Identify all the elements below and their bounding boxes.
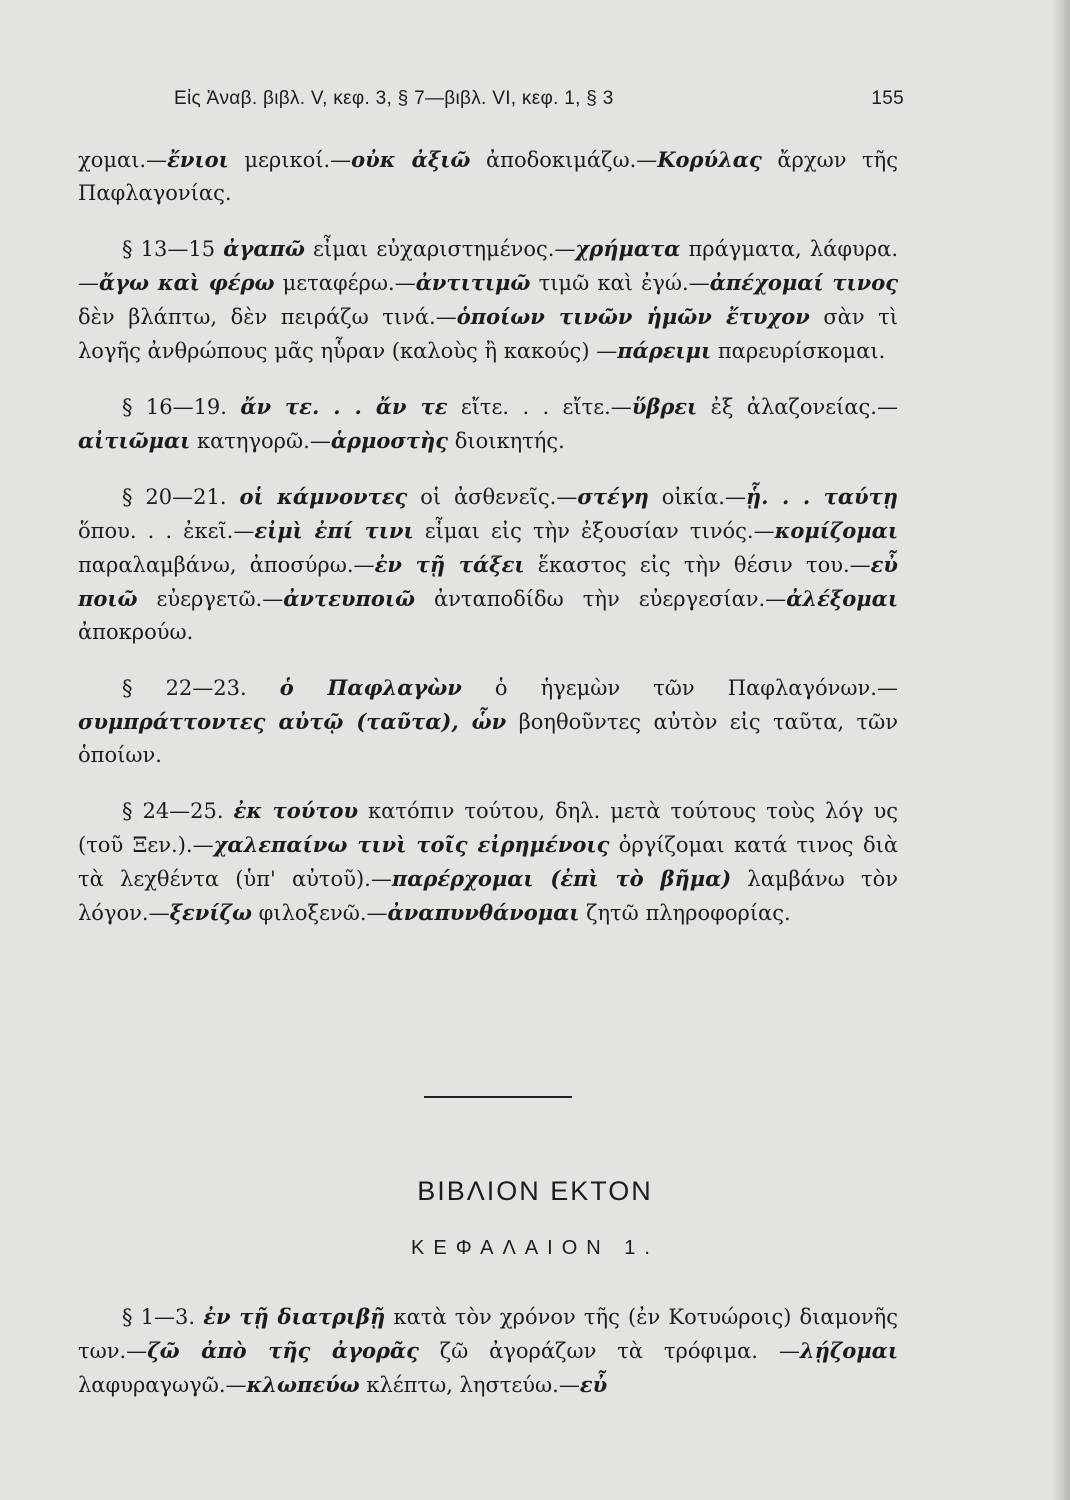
chapter-title: ΚΕΦΑΛΑΙΟΝ 1. [411,1237,659,1259]
gloss: βοηθοῦντες αὐτὸν εἰς ταῦτα, τῶν ὁποίων. [78,710,898,767]
running-header [174,88,904,110]
term: ὕβρει [631,394,698,419]
term: χρήματα [575,236,681,261]
term: οἱ κάμνοντες [239,484,408,509]
gloss: κατὰ τὸν χρόνον τῆς (ἐν Κοτυώροις) διαμονῆς των.— [78,1305,899,1363]
term: οὐκ ἀξιῶ [351,147,471,172]
term: χαλεπαίνω τινὶ τοῖς εἰρημένοις [213,832,610,857]
section-ref: § 20—21. [122,485,240,509]
term: ἀπέχομαί τινος [709,270,899,295]
gloss: εἴτε. . . εἴτε.— [447,395,632,419]
gloss: οἱ ἀσθενεῖς.— [407,485,578,509]
term: Κορύλας [657,147,762,172]
term: ἀλέξομαι [786,586,898,611]
term: ὁποίων τινῶν ἡμῶν ἔτυχον [456,304,810,329]
term: ἁρμοστὴς [330,428,449,453]
gloss: εὐεργετῶ.— [137,587,284,611]
term: ἐν τῇ διατριβῇ [203,1304,386,1329]
term: εὖ ποιῶ [78,552,898,611]
book-title: ΒΙΒΛΙΟΝ ΕΚΤΟΝ [417,1176,653,1206]
gloss: εἶμαι εὐχαριστημένος.— [304,237,576,261]
gloss: χομαι.— [78,148,168,172]
term: εὖ [579,1372,608,1397]
gloss: παραλαμβάνω, ἀποσύρω.— [78,553,375,577]
term: συμπράττοντες αὐτῷ (ταῦτα), ὧν [78,709,507,734]
term: ξενίζω [169,900,252,925]
gloss: κατηγορῶ.— [190,429,331,453]
paragraph-4 [78,480,898,649]
gloss: μερικοί.— [228,148,352,172]
paragraph-7 [78,1300,898,1402]
gloss: οἰκία.— [648,485,746,509]
page-spine-shadow [1052,0,1070,1500]
gloss: ἄρχων τῆς Παφλαγονίας. [78,148,898,205]
term: στέγη [577,484,649,509]
gloss: ζητῶ πληροφορίας. [579,901,791,925]
gloss: κλέπτω, ληστεύω.— [359,1373,580,1397]
term: ἄγω καὶ φέρω [99,270,275,295]
gloss: λαφυραγωγῶ.— [78,1373,247,1397]
gloss: ὁ ἡγεμὼν τῶν Παφλαγόνων.— [461,676,898,700]
term: λῄζομαι [799,1338,899,1363]
paragraph-6 [78,794,898,930]
gloss: τιμῶ καὶ ἐγώ.— [530,271,710,295]
gloss: κατόπιν τούτου, δηλ. μετὰ τούτους τοὺς λόγ υς (τοῦ Ξεν.).— [78,799,898,857]
chapter-text [78,1300,898,1402]
page-number: 155 [871,88,904,109]
gloss: παρευρίσκομαι. [711,339,886,363]
term: ἀναπυνθάνομαι [387,900,580,925]
term: εἰμὶ ἐπί τινι [254,518,414,543]
section-divider [424,1096,572,1098]
term: ᾗ. . . ταύτῃ [745,484,898,509]
gloss: φιλοξενῶ.— [251,901,388,925]
term: ἀντιτιμῶ [415,270,531,295]
gloss: ἀποκρούω. [78,620,194,644]
section-ref: § 16—19. [122,395,241,419]
gloss: ἐξ ἀλαζονείας.— [697,395,898,419]
section-ref: § 13—15 [122,237,224,261]
term: ἔνιοι [167,147,229,172]
section-ref: § 1—3. [122,1305,204,1329]
term: ἀγαπῶ [223,236,305,261]
paragraph-2 [78,232,898,368]
paragraph-3 [78,390,898,458]
term: ἀντευποιῶ [283,586,415,611]
gloss: διοικητής. [448,429,565,453]
paragraph-1 [78,143,898,210]
paragraph-5 [78,671,898,772]
term: ἐκ τούτου [233,798,359,823]
gloss: ἕκαστος εἰς τὴν θέσιν του.— [524,553,871,577]
gloss: ἀποδοκιμάζω.— [470,148,658,172]
term: πάρειμι [617,338,712,363]
gloss: ζῶ ἀγοράζων τὰ τρόφιμα. — [418,1339,800,1363]
term: ἐν τῇ τάξει [374,552,525,577]
gloss: λαμβάνω τὸν λόγον.— [78,867,898,925]
term: ἄν τε. . . ἄν τε [240,394,448,419]
gloss: εἶμαι εἰς τὴν ἐξουσίαν τινός.— [413,519,775,543]
term: αἰτιῶμαι [78,428,191,453]
gloss: ὀργίζομαι κατά τινος διὰ τὰ λεχθέντα (ὑπ' αὐτοῦ).— [78,833,898,891]
running-head: Εἰς Ἀναβ. βιβλ. V, κεφ. 3, § 7—βιβλ. VI, κεφ. 1, § 3 [174,88,614,109]
term: παρέρχομαι (ἐπὶ τὸ βῆμα) [391,866,732,891]
term: ὁ Παφλαγὼν [279,675,462,700]
gloss: μεταφέρω.— [274,271,416,295]
term: κομίζομαι [774,518,898,543]
main-text [78,143,898,952]
gloss: σὰν τὶ λογῆς ἀνθρώπους μᾶς ηὗραν (καλοὺς ἢ κακούς) — [78,305,898,363]
term: κλωπεύω [246,1372,360,1397]
section-ref: § 22—23. [122,676,280,700]
term: ζῶ ἀπὸ τῆς ἀγορᾶς [147,1338,419,1363]
gloss: ἀνταποδίδω τὴν εὐεργεσίαν.— [414,587,787,611]
gloss: δὲν βλάπτω, δὲν πειράζω τινά.— [78,305,457,329]
gloss: ὅπου. . . ἐκεῖ.— [78,519,255,543]
section-ref: § 24—25. [122,799,234,823]
gloss: πράγματα, λάφυρα.— [78,237,898,295]
